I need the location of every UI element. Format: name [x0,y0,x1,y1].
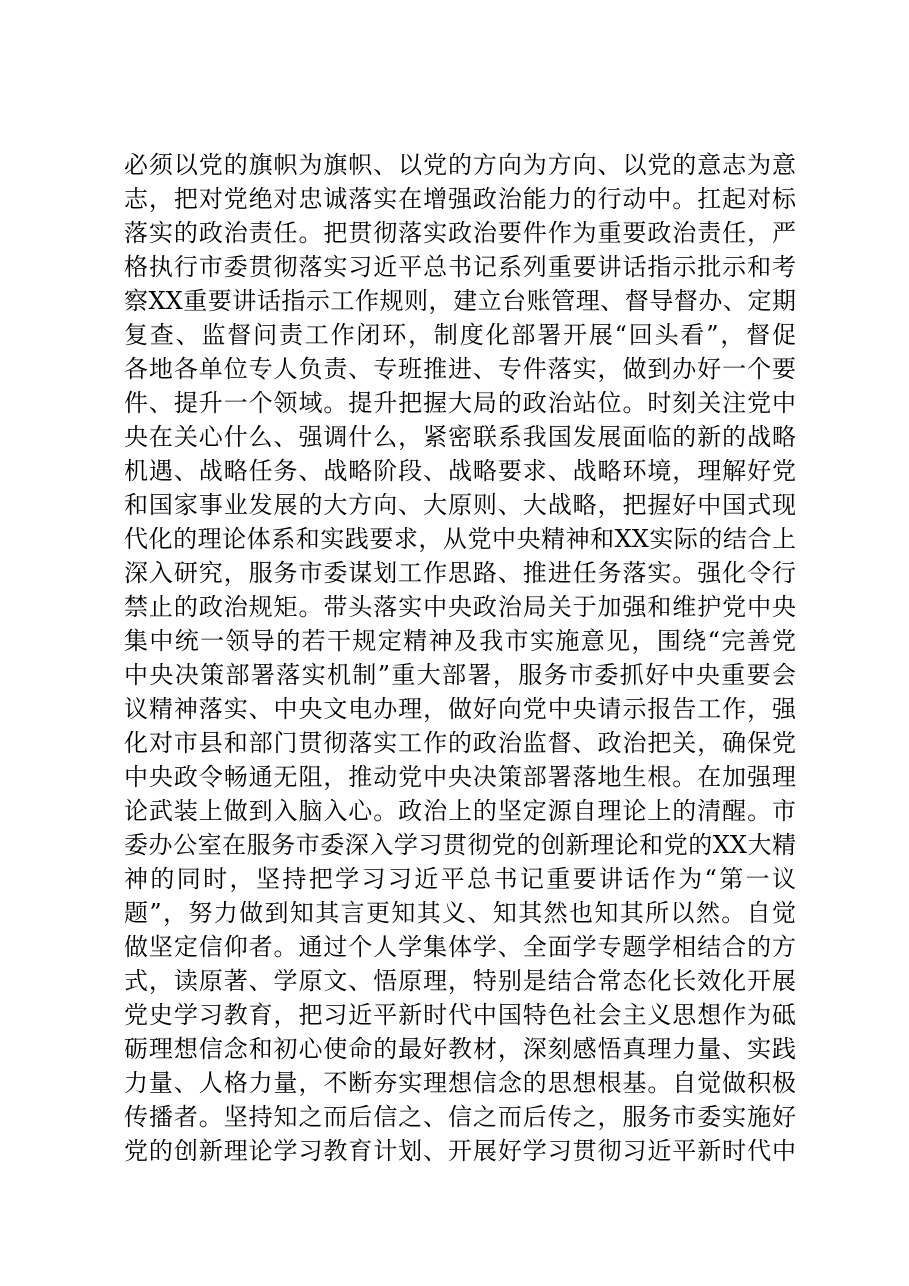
text-line: 必须以党的旗帜为旗帜、以党的方向为方向、以党的意志为意 [124,151,796,179]
text-line: 机遇、战略任务、战略阶段、战略要求、战略环境，理解好党 [124,457,796,485]
text-line: 传播者。坚持知之而后信之、信之而后传之，服务市委实施好 [124,1103,796,1131]
text-line: 格执行市委贯彻落实习近平总书记系列重要讲话指示批示和考 [124,253,796,281]
text-line: 论武装上做到入脑入心。政治上的坚定源自理论上的清醒。市 [124,797,796,825]
text-line: 集中统一领导的若干规定精神及我市实施意见，围绕“完善党 [124,627,796,655]
text-line: 议精神落实、中央文电办理，做好向党中央请示报告工作，强 [124,695,796,723]
text-line: 央在关心什么、强调什么，紧密联系我国发展面临的新的战略 [124,423,796,451]
text-line: 复查、监督问责工作闭环，制度化部署开展“回头看”，督促 [124,321,796,349]
text-line: 禁止的政治规矩。带头落实中央政治局关于加强和维护党中央 [124,593,796,621]
text-line: 砺理想信念和初心使命的最好教材，深刻感悟真理力量、实践 [124,1035,796,1063]
text-line: 做坚定信仰者。通过个人学集体学、全面学专题学相结合的方 [124,933,796,961]
text-line: 委办公室在服务市委深入学习贯彻党的创新理论和党的XX大精 [124,831,796,859]
text-line: 志，把对党绝对忠诚落实在增强政治能力的行动中。扛起对标 [124,185,796,213]
text-line: 神的同时，坚持把学习习近平总书记重要讲话作为“第一议 [124,865,796,893]
text-line: 党史学习教育，把习近平新时代中国特色社会主义思想作为砥 [124,1001,796,1029]
text-line: 代化的理论体系和实践要求，从党中央精神和XX实际的结合上 [124,525,796,553]
text-line: 力量、人格力量，不断夯实理想信念的思想根基。自觉做积极 [124,1069,796,1097]
text-line: 中央决策部署落实机制”重大部署，服务市委抓好中央重要会 [124,661,796,689]
text-line: 落实的政治责任。把贯彻落实政治要件作为重要政治责任，严 [124,219,796,247]
text-line: 式，读原著、学原文、悟原理，特别是结合常态化长效化开展 [124,967,796,995]
text-line: 题”，努力做到知其言更知其义、知其然也知其所以然。自觉 [124,899,796,927]
text-line: 党的创新理论学习教育计划、开展好学习贯彻习近平新时代中 [124,1137,796,1165]
text-line: 和国家事业发展的大方向、大原则、大战略，把握好中国式现 [124,491,796,519]
text-line: 察XX重要讲话指示工作规则，建立台账管理、督导督办、定期 [124,287,796,315]
text-line: 化对市县和部门贯彻落实工作的政治监督、政治把关，确保党 [124,729,796,757]
text-line: 件、提升一个领域。提升把握大局的政治站位。时刻关注党中 [124,389,796,417]
text-line: 各地各单位专人负责、专班推进、专件落实，做到办好一个要 [124,355,796,383]
text-line: 深入研究，服务市委谋划工作思路、推进任务落实。强化令行 [124,559,796,587]
text-line: 中央政令畅通无阻，推动党中央决策部署落地生根。在加强理 [124,763,796,791]
